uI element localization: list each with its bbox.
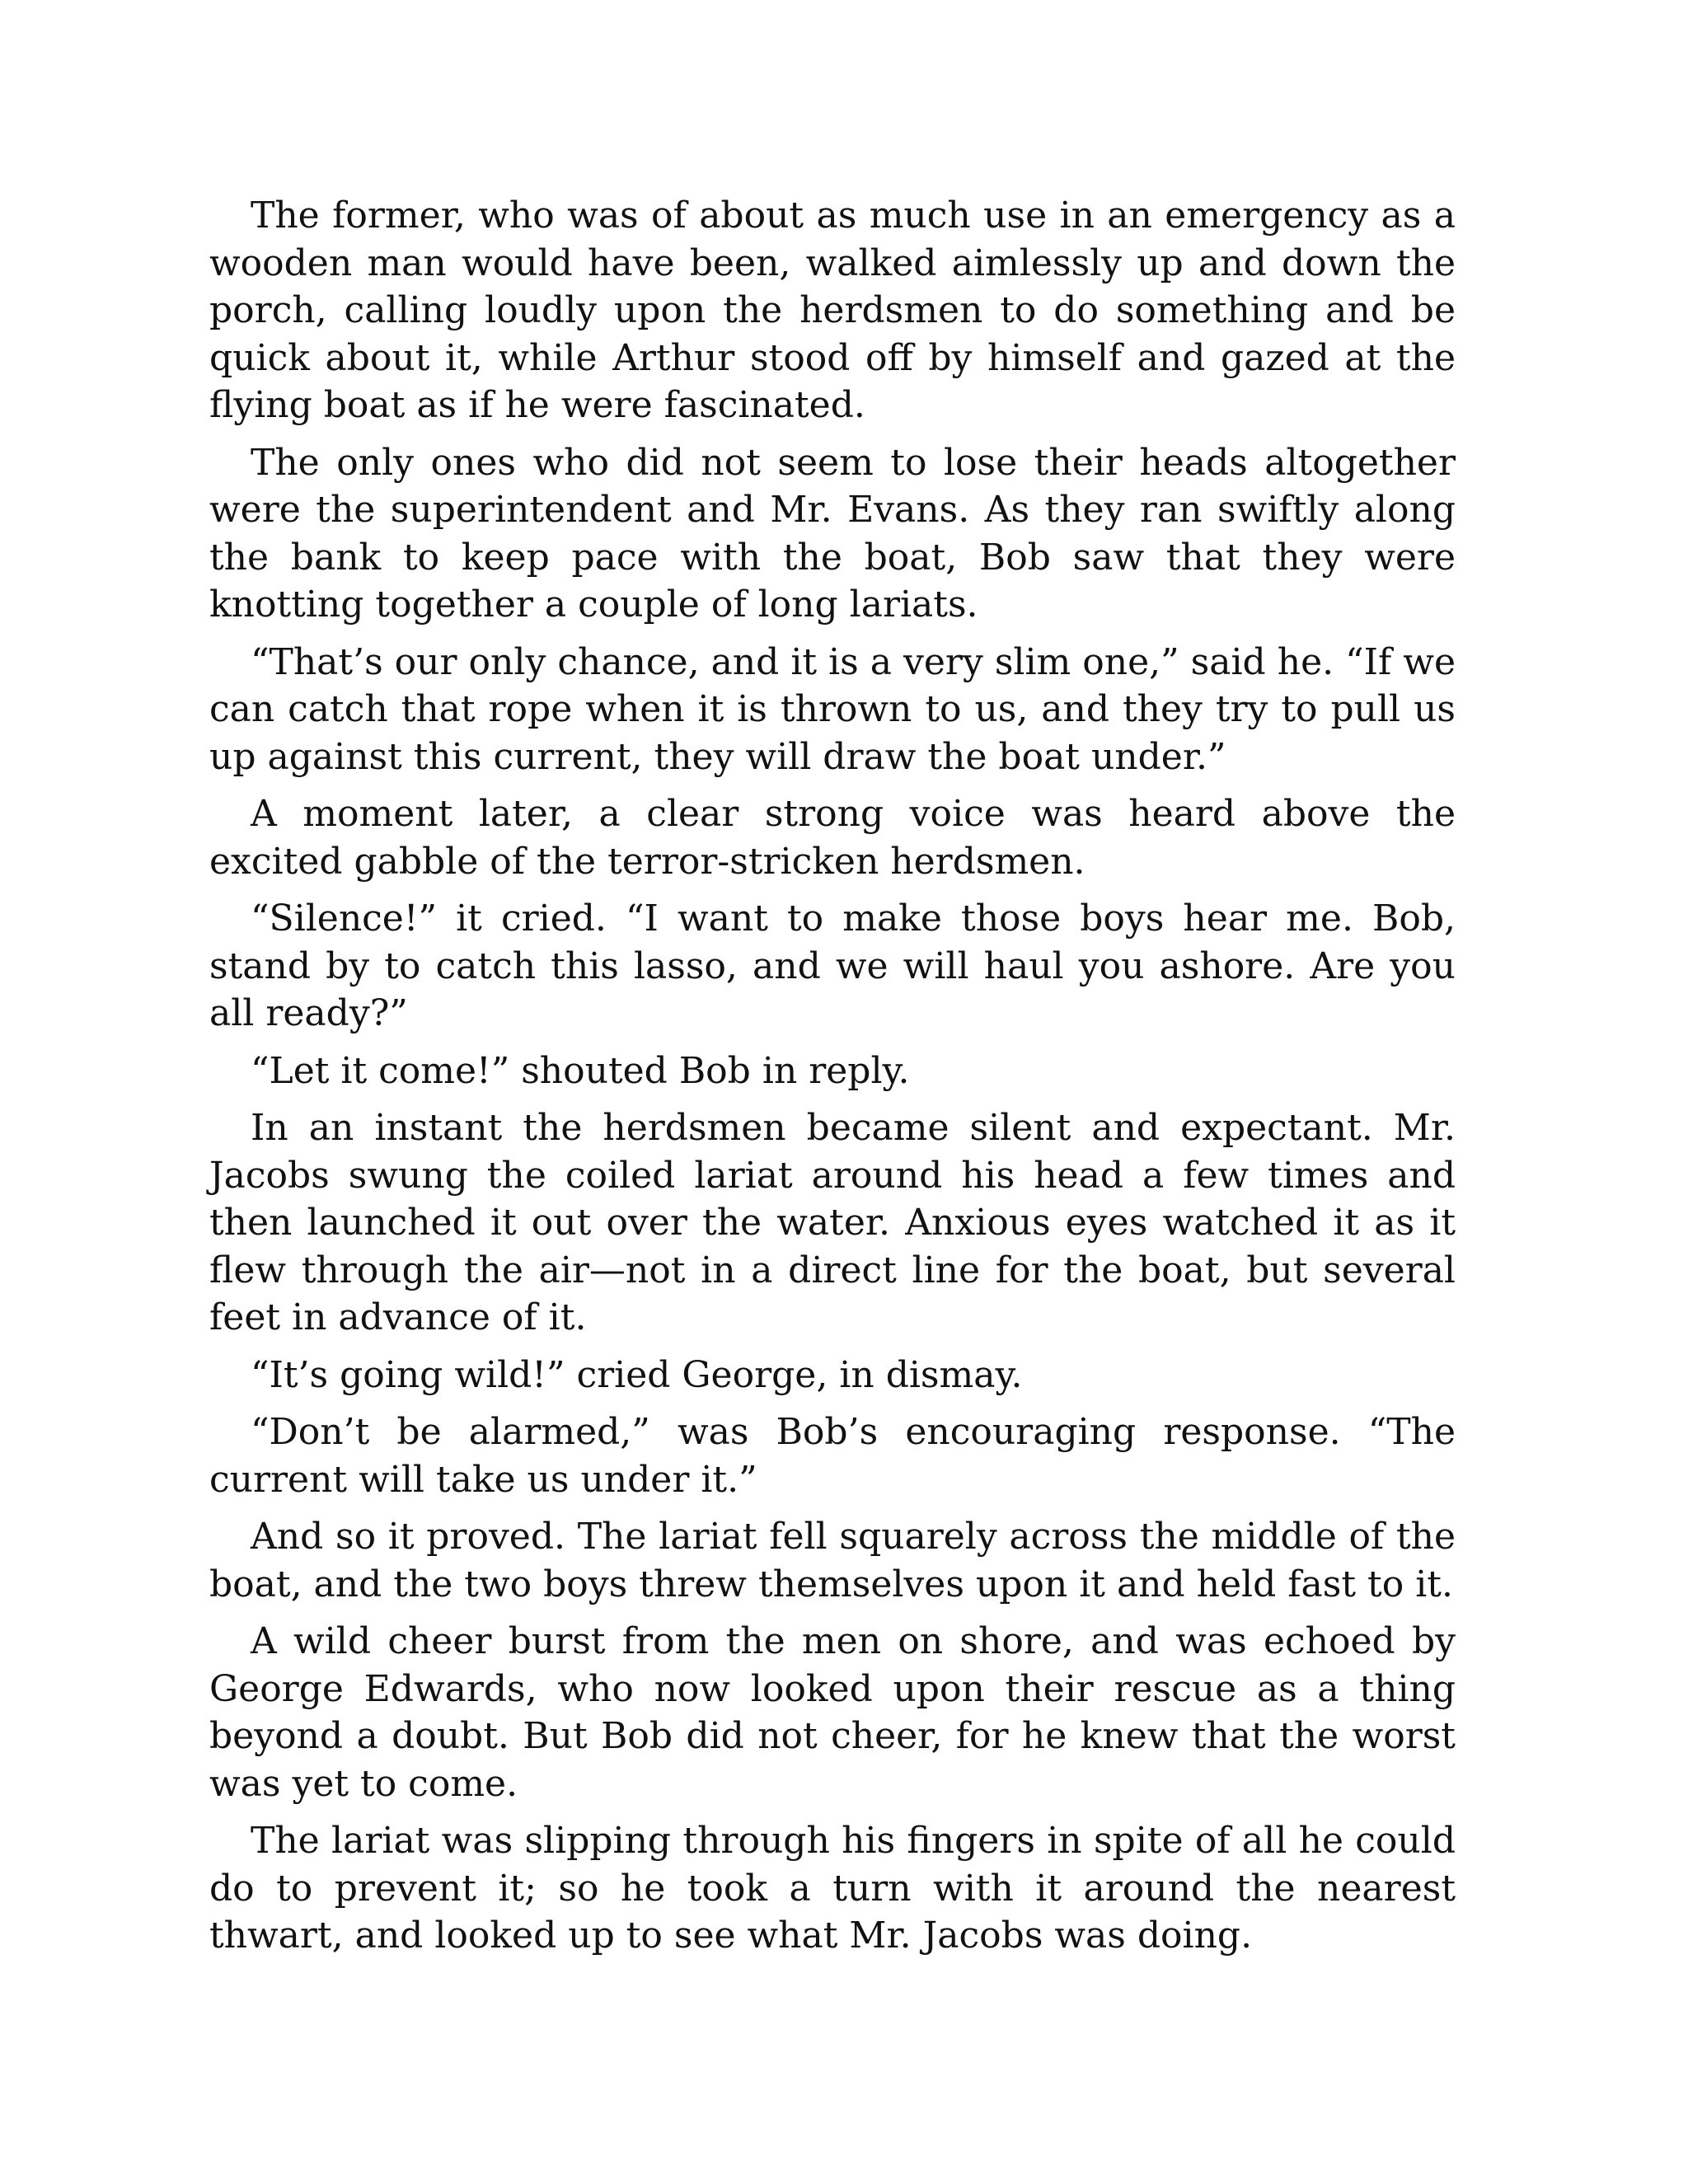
paragraph-4: A moment later, a clear strong voice was heard above the excited gabble of the terror-stricken herdsmen.: [209, 793, 1456, 883]
paragraph-6: “Let it come!” shouted Bob in reply.: [251, 1049, 910, 1092]
paragraph-7: In an instant the herdsmen became silent and expectant. Mr. Jacobs swung the coiled lariat around his head a few times and then launched it out over the water. Anxious eyes watched it as it flew through the air—not in a direct line for the boat, but several feet in advance of it.: [209, 1107, 1456, 1338]
paragraph-1: The former, who was of about as much use in an emergency as a wooden man would have been, walked aimlessly up and down the porch, calling loudly upon the herdsmen to do something and be quick about it, while Arthur stood off by himself and gazed at the flying boat as if he were fascinated.: [209, 194, 1456, 426]
paragraph-9: “Don’t be alarmed,” was Bob’s encouraging response. “The current will take us under it.”: [209, 1411, 1456, 1501]
paragraph-8: “It’s going wild!” cried George, in dismay.: [251, 1353, 1023, 1396]
paragraph-12: The lariat was slipping through his fingers in spite of all he could do to prevent it; so he took a turn with it around the nearest thwart, and looked up to see what Mr. Jacobs was doing.: [209, 1820, 1456, 1957]
paragraph-2: The only ones who did not seem to lose their heads altogether were the superintendent and Mr. Evans. As they ran swiftly along the bank to keep pace with the boat, Bob saw that they were knotting together a couple of long lariats.: [209, 441, 1456, 626]
paragraph-10: And so it proved. The lariat fell squarely across the middle of the boat, and the two boys threw themselves upon it and held fast to it.: [209, 1516, 1456, 1605]
paragraph-3: “That’s our only chance, and it is a very slim one,” said he. “If we can catch that rope when it is thrown to us, and they try to pull us up against this current, they will draw the boat under.”: [209, 640, 1456, 778]
paragraph-5: “Silence!” it cried. “I want to make those boys hear me. Bob, stand by to catch this lasso, and we will haul you ashore. Are you all ready?”: [209, 898, 1456, 1034]
page-body: [209, 192, 1456, 1970]
paragraph-11: A wild cheer burst from the men on shore, and was echoed by George Edwards, who now looked upon their rescue as a thing beyond a doubt. But Bob did not cheer, for he knew that the worst was yet to come.: [209, 1620, 1456, 1805]
